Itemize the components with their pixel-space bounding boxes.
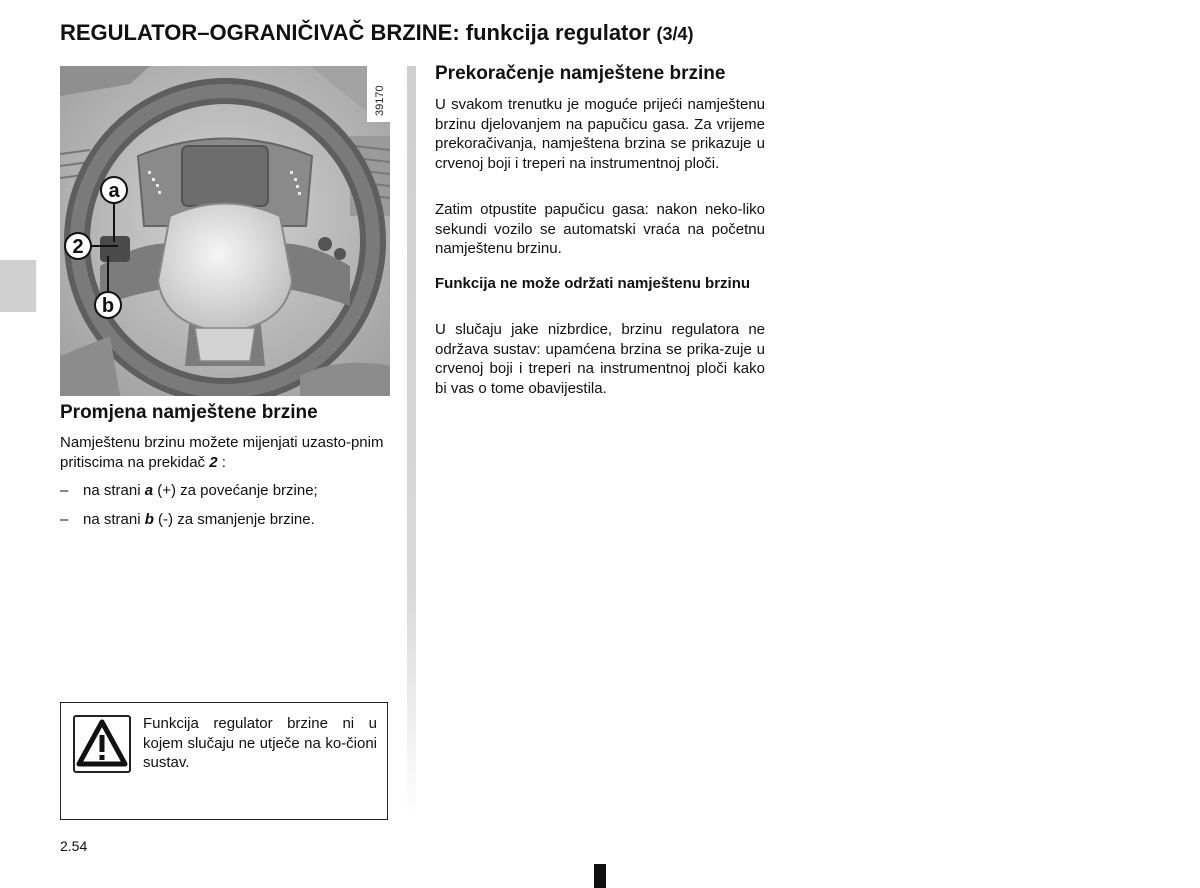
callout-2: 2: [72, 236, 84, 258]
list-item: [60, 481, 318, 500]
list-ref: b: [144, 511, 154, 528]
paragraph-exceed: U svakom trenutku je moguće prijeći namještenu brzinu djelovanjem na papučicu gasa. Za vrijeme prekoračivanja, namještena brzina se prikazuje u crvenoj boji i treperi na instrumentnoj ploči.: [435, 96, 765, 172]
heading-change-speed: Promjena namještene brzine: [60, 402, 318, 423]
paragraph-downhill: U slučaju jake nizbrdice, brzinu regulatora ne održava sustav: upamćena brzina se prika-zuje u crvenoj boji i treperi na instrumentnoj ploči kako bi vas o tome obavijestila.: [435, 321, 765, 397]
list-text: na strani: [83, 511, 145, 528]
title-suffix: (3/4): [656, 24, 694, 44]
list-text: na strani: [83, 482, 145, 499]
figure-code: 39170: [374, 85, 386, 116]
switch-ref-2: 2: [209, 453, 218, 471]
warning-text: Funkcija regulator brzine ni u kojem slučaju ne utječe na ko-čioni sustav.: [143, 715, 377, 771]
page-number: 2.54: [60, 838, 88, 854]
paragraph-change-speed: [60, 433, 390, 472]
steering-wheel-illustration: [60, 66, 390, 396]
subheading-cannot-maintain: Funkcija ne može održati namještenu brzinu: [435, 275, 751, 292]
para-text: Namještenu brzinu možete mijenjati uzasto-pnim pritiscima na prekidač: [60, 434, 384, 471]
list-ref: a: [144, 482, 154, 499]
list-dash: –: [60, 511, 69, 528]
title-main: REGULATOR–OGRANIČIVAČ BRZINE: funkcija regulator: [60, 20, 651, 45]
paragraph-release: Zatim otpustite papučicu gasa: nakon neko-liko sekundi vozilo se automatski vraća na početnu namještenu brzinu.: [435, 201, 765, 257]
list-dash: –: [60, 482, 69, 499]
page-title: [60, 20, 694, 46]
para-text-end: :: [217, 453, 226, 471]
callout-a: a: [108, 180, 120, 202]
warning-triangle-icon: [73, 715, 131, 773]
heading-exceed-speed: Prekoračenje namještene brzine: [435, 63, 726, 84]
column-divider: [407, 66, 416, 816]
callout-b: b: [101, 295, 115, 317]
list-text-end: (-) za smanjenje brzine.: [153, 511, 315, 528]
list-item: [60, 510, 315, 529]
page-marker: [594, 864, 606, 888]
list-text-end: (+) za povećanje brzine;: [153, 482, 318, 499]
warning-box: [60, 702, 388, 820]
chapter-tab: [0, 260, 36, 312]
